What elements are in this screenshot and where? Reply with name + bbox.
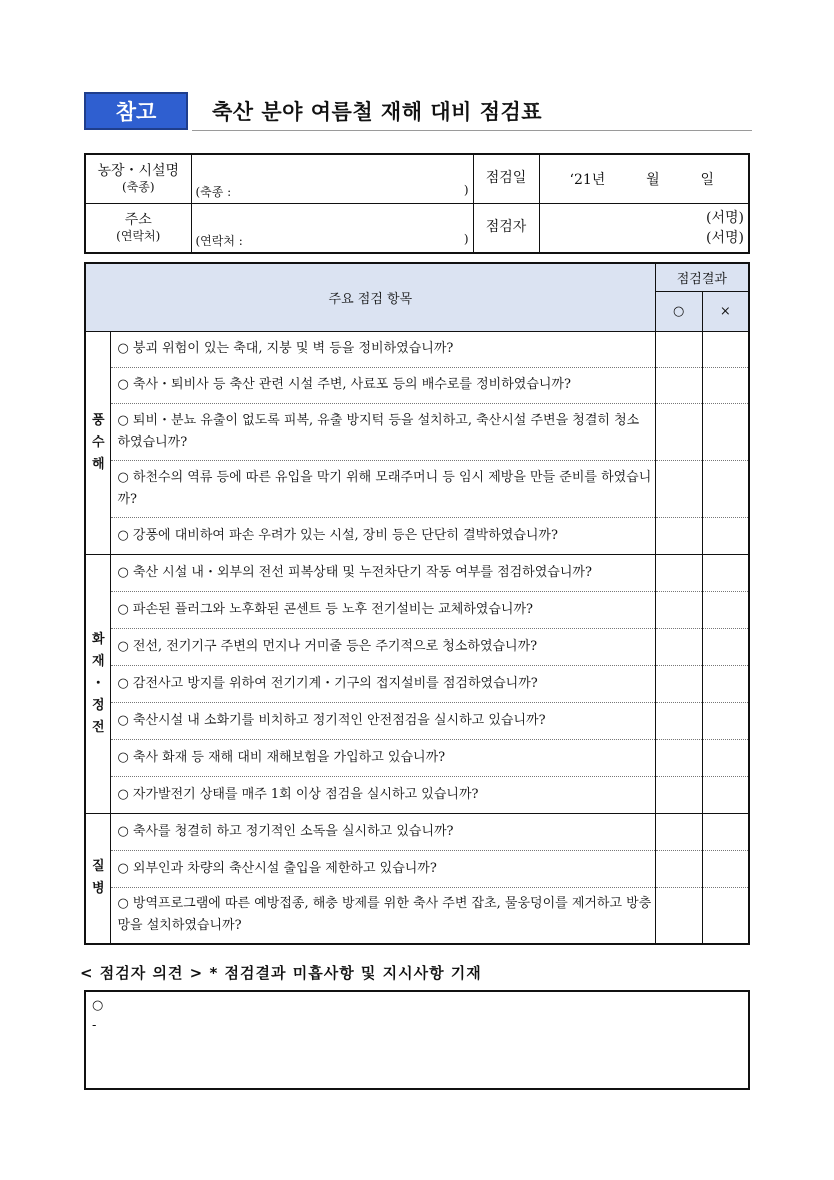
checklist-row: [85, 850, 749, 887]
checklist-row: [85, 702, 749, 739]
address-label-cell: [85, 204, 191, 254]
result-cell-yes[interactable]: [655, 739, 702, 776]
result-cell-yes[interactable]: [655, 517, 702, 554]
livestock-field: (축종 :: [195, 185, 232, 199]
result-cell-no[interactable]: [702, 554, 749, 591]
page-header: [84, 92, 752, 134]
result-cell-yes[interactable]: [655, 628, 702, 665]
checklist-row: [85, 460, 749, 517]
contact-label: (연락처): [116, 229, 161, 244]
result-cell-no[interactable]: [702, 776, 749, 813]
close-paren-2: ): [463, 232, 469, 246]
result-cell-yes[interactable]: [655, 460, 702, 517]
checklist-row: [85, 554, 749, 591]
result-cell-no[interactable]: [702, 813, 749, 850]
close-paren: ): [463, 183, 469, 197]
checklist-header-items: 주요 점검 항목: [85, 263, 655, 331]
inspector-label: 점검자: [473, 204, 539, 254]
date-year: ‘21년: [569, 172, 606, 188]
title-underline: [192, 130, 752, 131]
result-cell-no[interactable]: [702, 739, 749, 776]
result-cell-no[interactable]: [702, 850, 749, 887]
checklist-item: ○ 축산 시설 내・외부의 전선 피복상태 및 누전차단기 작동 여부를 점검하였습니까?: [111, 554, 655, 591]
result-cell-yes[interactable]: [655, 665, 702, 702]
result-cell-yes[interactable]: [655, 367, 702, 403]
result-cell-yes[interactable]: [655, 776, 702, 813]
result-col-no: ×: [702, 291, 749, 331]
date-day: 일: [700, 172, 714, 188]
result-cell-no[interactable]: [702, 702, 749, 739]
checklist-row: [85, 887, 749, 944]
sign-2: (서명): [706, 230, 744, 246]
result-cell-no[interactable]: [702, 591, 749, 628]
category-label: 질 병: [85, 813, 111, 944]
result-cell-no[interactable]: [702, 665, 749, 702]
result-cell-no[interactable]: [702, 517, 749, 554]
category-label: 풍 수 해: [85, 331, 111, 554]
checklist-item: ○ 전선, 전기기구 주변의 먼지나 거미줄 등은 주기적으로 청소하였습니까?: [111, 628, 655, 665]
result-cell-yes[interactable]: [655, 403, 702, 460]
checklist-item: ○ 감전사고 방지를 위하여 전기기계・기구의 접지설비를 점검하였습니까?: [111, 665, 655, 702]
result-cell-no[interactable]: [702, 628, 749, 665]
sign-1: (서명): [706, 210, 744, 226]
checklist-row: [85, 776, 749, 813]
checklist-row: [85, 628, 749, 665]
checklist-item: ○ 축사・퇴비사 등 축산 관련 시설 주변, 사료포 등의 배수로를 정비하였습니까?: [111, 367, 655, 403]
result-cell-no[interactable]: [702, 331, 749, 367]
reference-tag: 참고: [84, 92, 188, 130]
result-cell-yes[interactable]: [655, 554, 702, 591]
result-cell-yes[interactable]: [655, 591, 702, 628]
checklist-item: ○ 붕괴 위험이 있는 축대, 지붕 및 벽 등을 정비하였습니까?: [111, 331, 655, 367]
livestock-label: (축종): [121, 180, 155, 195]
opinion-box[interactable]: [84, 990, 750, 1090]
checklist-item: ○ 하천수의 역류 등에 따른 유입을 막기 위해 모래주머니 등 임시 제방을 만들 준비를 하였습니까?: [111, 460, 655, 517]
result-col-yes: ○: [655, 291, 702, 331]
checklist-header-result: 점검결과: [655, 263, 749, 291]
result-cell-yes[interactable]: [655, 887, 702, 944]
checklist-item: ○ 자가발전기 상태를 매주 1회 이상 점검을 실시하고 있습니까?: [111, 776, 655, 813]
checklist-row: [85, 665, 749, 702]
checklist-row: [85, 591, 749, 628]
checklist-item: ○ 축산시설 내 소화기를 비치하고 정기적인 안전점검을 실시하고 있습니까?: [111, 702, 655, 739]
checklist-row: [85, 403, 749, 460]
opinion-title: < 점검자 의견 > * 점검결과 미흡사항 및 지시사항 기재: [80, 964, 482, 982]
address-field[interactable]: [191, 204, 473, 254]
checklist-row: [85, 813, 749, 850]
checklist-item: ○ 축사를 청결히 하고 정기적인 소독을 실시하고 있습니까?: [111, 813, 655, 850]
address-label: 주소: [124, 211, 152, 228]
result-cell-yes[interactable]: [655, 331, 702, 367]
opinion-line-2: -: [92, 1018, 97, 1033]
contact-field: (연락처 :: [195, 234, 243, 248]
date-field[interactable]: [539, 154, 749, 204]
date-label: 점검일: [473, 154, 539, 204]
result-cell-yes[interactable]: [655, 702, 702, 739]
category-label: 화 재 ・ 정 전: [85, 554, 111, 813]
checklist-row: [85, 739, 749, 776]
result-cell-no[interactable]: [702, 460, 749, 517]
result-cell-no[interactable]: [702, 403, 749, 460]
inspector-field[interactable]: [539, 204, 749, 254]
checklist-item: ○ 방역프로그램에 따른 예방접종, 해충 방제를 위한 축사 주변 잡초, 물웅덩이를 제거하고 방충망을 설치하였습니까?: [111, 887, 655, 944]
farm-label: 농장・시설명: [97, 162, 180, 179]
result-cell-yes[interactable]: [655, 850, 702, 887]
checklist-item: ○ 퇴비・분뇨 유출이 없도록 피복, 유출 방지턱 등을 설치하고, 축산시설 주변을 청결히 청소하였습니까?: [111, 403, 655, 460]
page-title: 축산 분야 여름철 재해 대비 점검표: [212, 100, 543, 124]
checklist-row: [85, 367, 749, 403]
opinion-line-1: ○: [92, 998, 104, 1013]
checklist-item: ○ 외부인과 차량의 축산시설 출입을 제한하고 있습니까?: [111, 850, 655, 887]
checklist-item: ○ 축사 화재 등 재해 대비 재해보험을 가입하고 있습니까?: [111, 739, 655, 776]
checklist-row: [85, 517, 749, 554]
info-table: [84, 153, 750, 254]
checklist-body: [85, 331, 749, 944]
checklist-item: ○ 파손된 플러그와 노후화된 콘센트 등 노후 전기설비는 교체하였습니까?: [111, 591, 655, 628]
result-cell-yes[interactable]: [655, 813, 702, 850]
farm-name-field[interactable]: [191, 154, 473, 204]
checklist-table: [84, 262, 750, 945]
farm-label-cell: [85, 154, 191, 204]
date-month: 월: [646, 172, 660, 188]
checklist-row: [85, 331, 749, 367]
result-cell-no[interactable]: [702, 887, 749, 944]
checklist-item: ○ 강풍에 대비하여 파손 우려가 있는 시설, 장비 등은 단단히 결박하였습니까?: [111, 517, 655, 554]
result-cell-no[interactable]: [702, 367, 749, 403]
